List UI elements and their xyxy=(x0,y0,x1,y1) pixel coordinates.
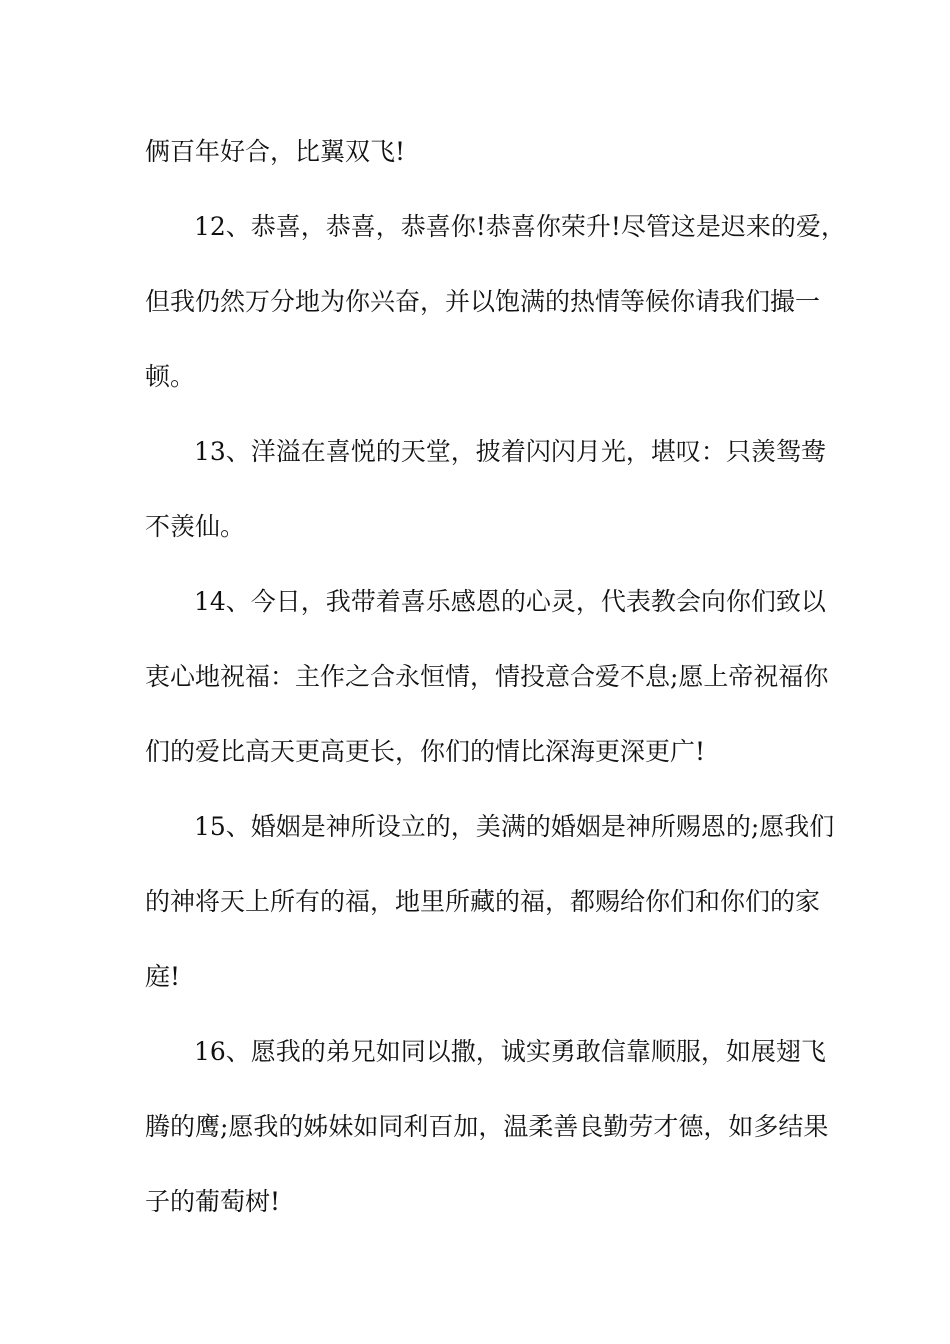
text-line: 腾的鹰;愿我的姊妹如同利百加，温柔善良勤劳才德，如多结果 xyxy=(145,1112,829,1141)
paragraph-16-line: 16、愿我的弟兄如同以撒，诚实勇敢信靠顺服，如展翅飞 xyxy=(194,1037,826,1066)
paragraph-12-line: 12、恭喜，恭喜，恭喜你!恭喜你荣升!尽管这是迟来的爱， xyxy=(194,212,846,241)
paragraph-14-line: 14、今日，我带着喜乐感恩的心灵，代表教会向你们致以 xyxy=(194,587,826,616)
text-line: 衷心地祝福：主作之合永恒情，情投意合爱不息;愿上帝祝福你 xyxy=(145,662,829,691)
text-line: 子的葡萄树! xyxy=(145,1187,281,1216)
paragraph-15-line: 15、婚姻是神所设立的，美满的婚姻是神所赐恩的;愿我们 xyxy=(194,812,835,841)
text-line: 庭! xyxy=(145,962,181,991)
text-line: 俩百年好合，比翼双飞! xyxy=(145,137,406,166)
paragraph-13-line: 13、洋溢在喜悦的天堂，披着闪闪月光，堪叹：只羡鸳鸯 xyxy=(194,437,826,466)
text-line: 的神将天上所有的福，地里所藏的福，都赐给你们和你们的家 xyxy=(145,887,821,916)
text-line: 不羡仙。 xyxy=(145,512,246,541)
text-line: 顿。 xyxy=(145,362,196,391)
text-line: 们的爱比高天更高更长，你们的情比深海更深更广! xyxy=(145,737,706,766)
text-line: 但我仍然万分地为你兴奋，并以饱满的热情等候你请我们撮一 xyxy=(145,287,821,316)
